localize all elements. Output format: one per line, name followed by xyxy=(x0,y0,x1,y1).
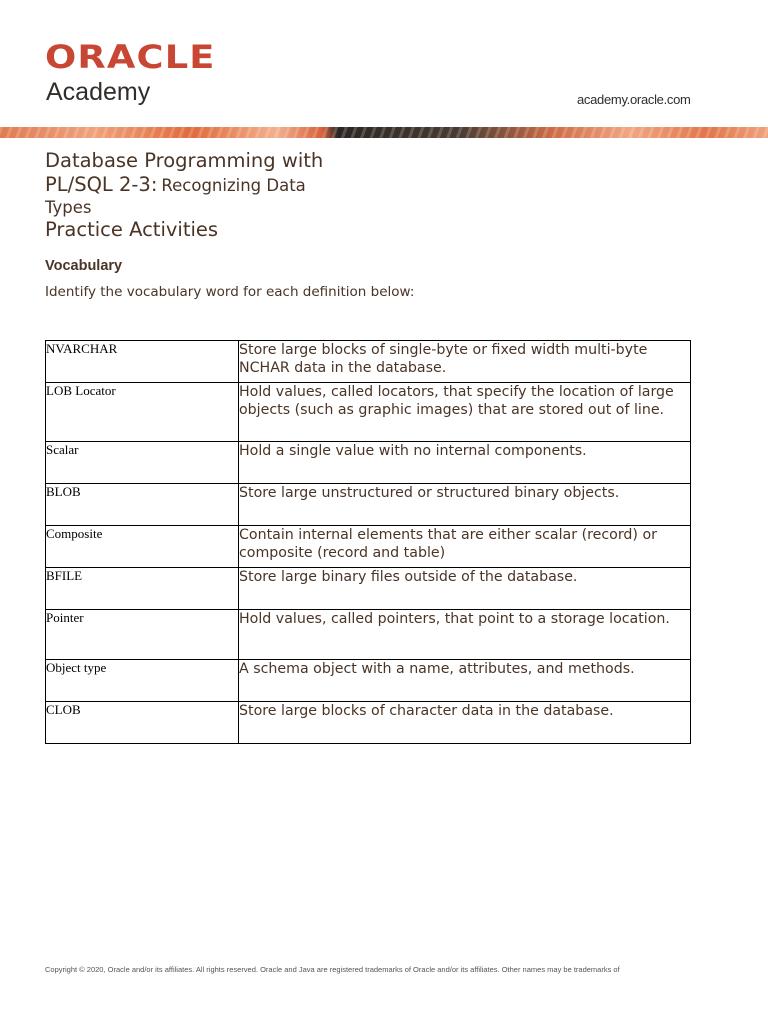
table-row xyxy=(46,526,691,568)
term-cell: Scalar xyxy=(46,442,239,484)
term-cell: BLOB xyxy=(46,484,239,526)
definition-cell: A schema object with a name, attributes, and methods. xyxy=(239,660,691,702)
term-cell: NVARCHAR xyxy=(46,341,239,383)
vocabulary-table xyxy=(45,340,691,744)
table-row xyxy=(46,442,691,484)
definition-cell: Contain internal elements that are either scalar (record) or composite (record and table) xyxy=(239,526,691,568)
table-row xyxy=(46,702,691,744)
term-cell: Pointer xyxy=(46,610,239,660)
definition-cell: Hold values, called pointers, that point to a storage location. xyxy=(239,610,691,660)
term-cell: BFILE xyxy=(46,568,239,610)
table-row xyxy=(46,610,691,660)
table-row xyxy=(46,568,691,610)
definition-cell: Store large blocks of single-byte or fixed width multi-byte NCHAR data in the database. xyxy=(239,341,691,383)
term-cell: CLOB xyxy=(46,702,239,744)
definition-cell: Store large blocks of character data in the database. xyxy=(239,702,691,744)
term-cell: LOB Locator xyxy=(46,383,239,442)
table-row xyxy=(46,484,691,526)
title-line-3: Types xyxy=(45,198,92,217)
definition-cell: Store large binary files outside of the database. xyxy=(239,568,691,610)
header-banner xyxy=(0,127,768,138)
copyright-footer: Copyright © 2020, Oracle and/or its affiliates. All rights reserved. Oracle and Java are registered trademarks of Oracle and/or its affiliates. Other names may be trademarks of xyxy=(45,965,620,974)
definition-cell: Store large unstructured or structured binary objects. xyxy=(239,484,691,526)
instructions-text: Identify the vocabulary word for each definition below: xyxy=(45,284,415,300)
title-line-2 xyxy=(45,173,306,196)
oracle-logo: ORACLE xyxy=(45,38,216,76)
title-lesson-name: Recognizing Data xyxy=(161,176,306,195)
academy-label: Academy xyxy=(46,78,151,106)
table-row xyxy=(46,660,691,702)
term-cell: Composite xyxy=(46,526,239,568)
site-url: academy.oracle.com xyxy=(577,92,691,107)
section-heading: Vocabulary xyxy=(45,258,123,274)
definition-cell: Hold values, called locators, that specify the location of large objects (such as graphic images) that are stored out of line. xyxy=(239,383,691,442)
table-row xyxy=(46,341,691,383)
definition-cell: Hold a single value with no internal components. xyxy=(239,442,691,484)
title-line-1: Database Programming with xyxy=(45,149,324,172)
title-line-4: Practice Activities xyxy=(45,218,219,241)
title-course-code: PL/SQL 2-3: xyxy=(45,173,158,196)
table-row xyxy=(46,383,691,442)
term-cell: Object type xyxy=(46,660,239,702)
